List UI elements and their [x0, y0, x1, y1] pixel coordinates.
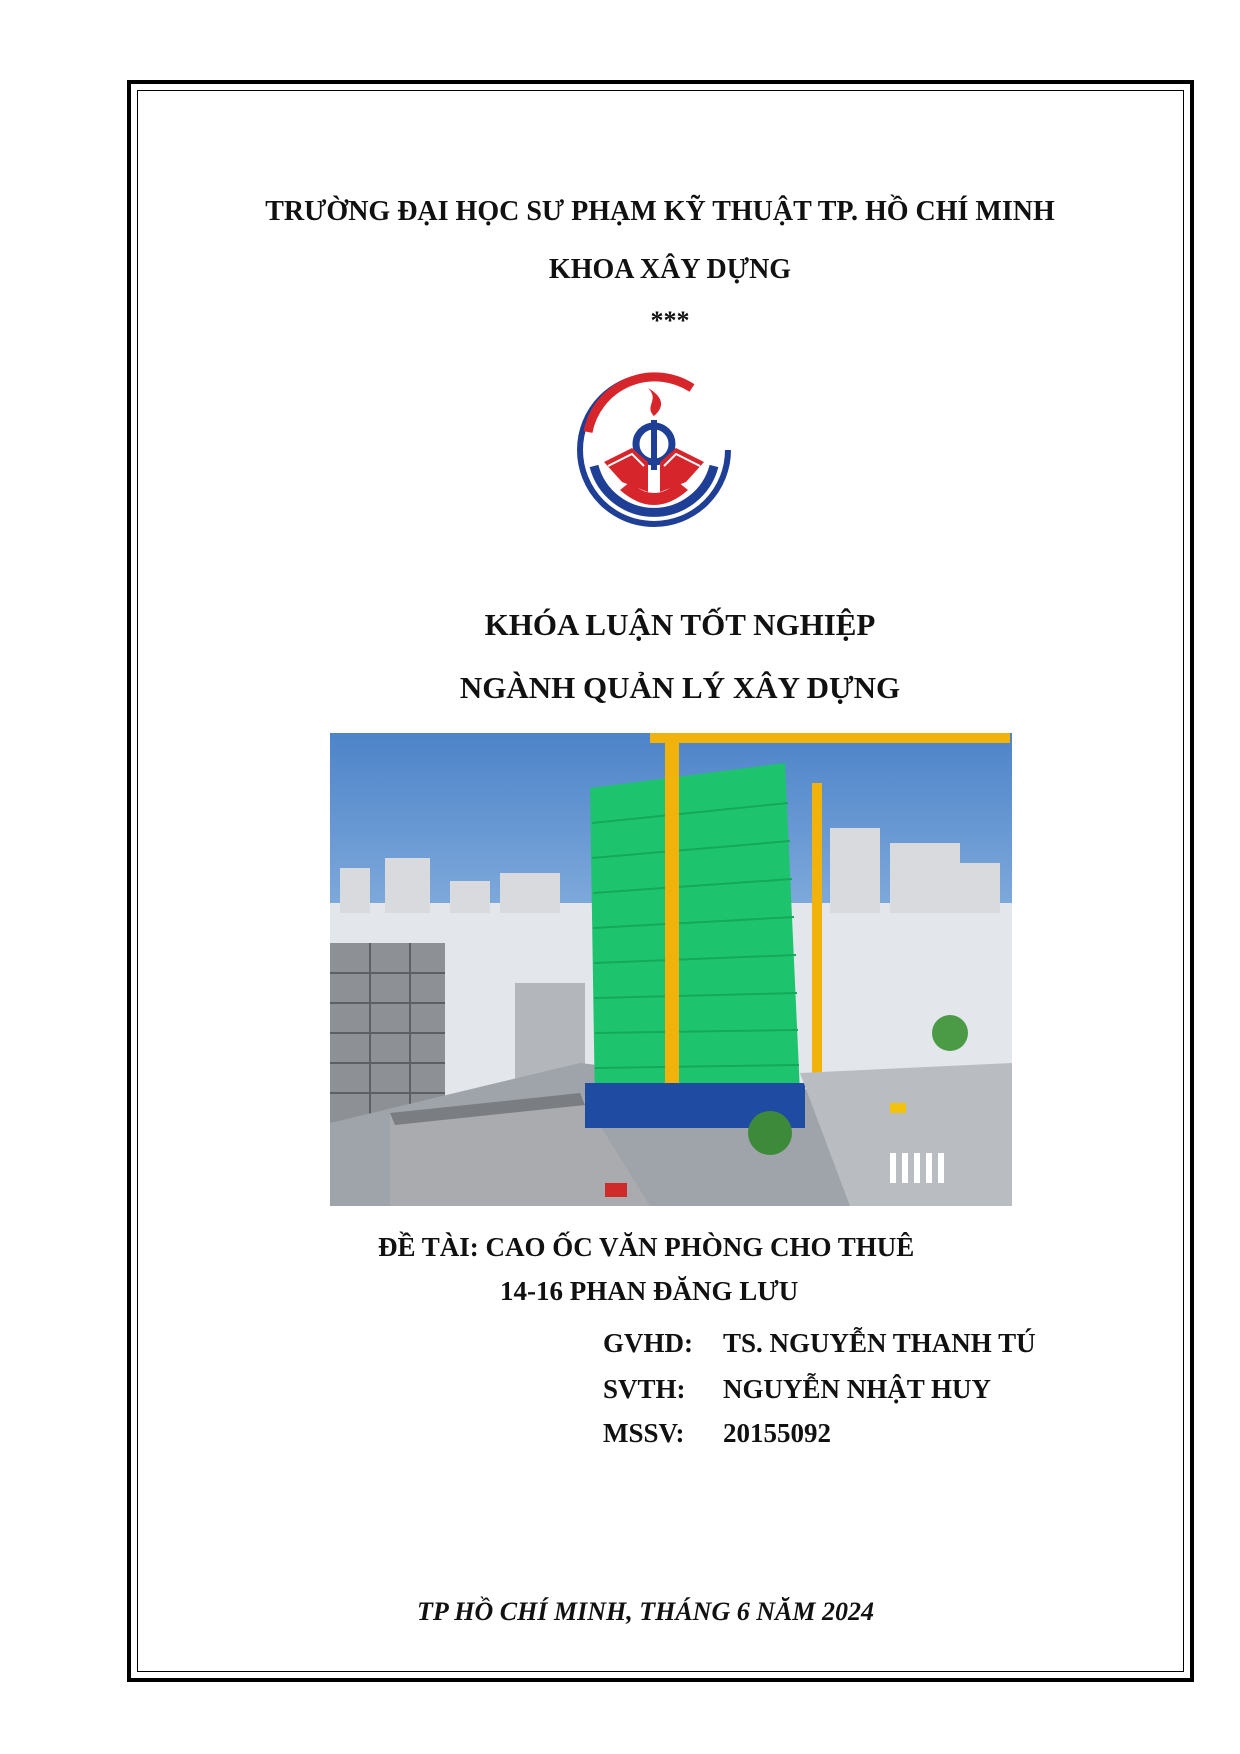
student-value: NGUYỄN NHẬT HUY — [723, 1374, 992, 1404]
building-rendering-image — [330, 733, 1012, 1206]
school-name: TRƯỜNG ĐẠI HỌC SƯ PHẠM KỸ THUẬT TP. HỒ CHÍ MINH — [265, 196, 1055, 227]
thesis-title: KHÓA LUẬN TỐT NGHIỆP — [484, 607, 876, 642]
university-emblem-icon — [574, 370, 734, 530]
advisor-value: TS. NGUYỄN THANH TÚ — [723, 1328, 1036, 1358]
advisor-label: GVHD: — [603, 1328, 693, 1358]
separator-stars: *** — [650, 306, 690, 335]
topic-line-1: ĐỀ TÀI: CAO ỐC VĂN PHÒNG CHO THUÊ — [378, 1232, 915, 1262]
place-date-footer: TP HỒ CHÍ MINH, THÁNG 6 NĂM 2024 — [417, 1597, 874, 1626]
student-label: SVTH: — [603, 1374, 686, 1404]
major-title: NGÀNH QUẢN LÝ XÂY DỰNG — [459, 670, 901, 705]
faculty-name: KHOA XÂY DỰNG — [548, 254, 792, 285]
topic-line-2: 14-16 PHAN ĐĂNG LƯU — [500, 1276, 799, 1306]
student-id-value: 20155092 — [723, 1418, 831, 1448]
student-id-label: MSSV: — [603, 1418, 685, 1448]
